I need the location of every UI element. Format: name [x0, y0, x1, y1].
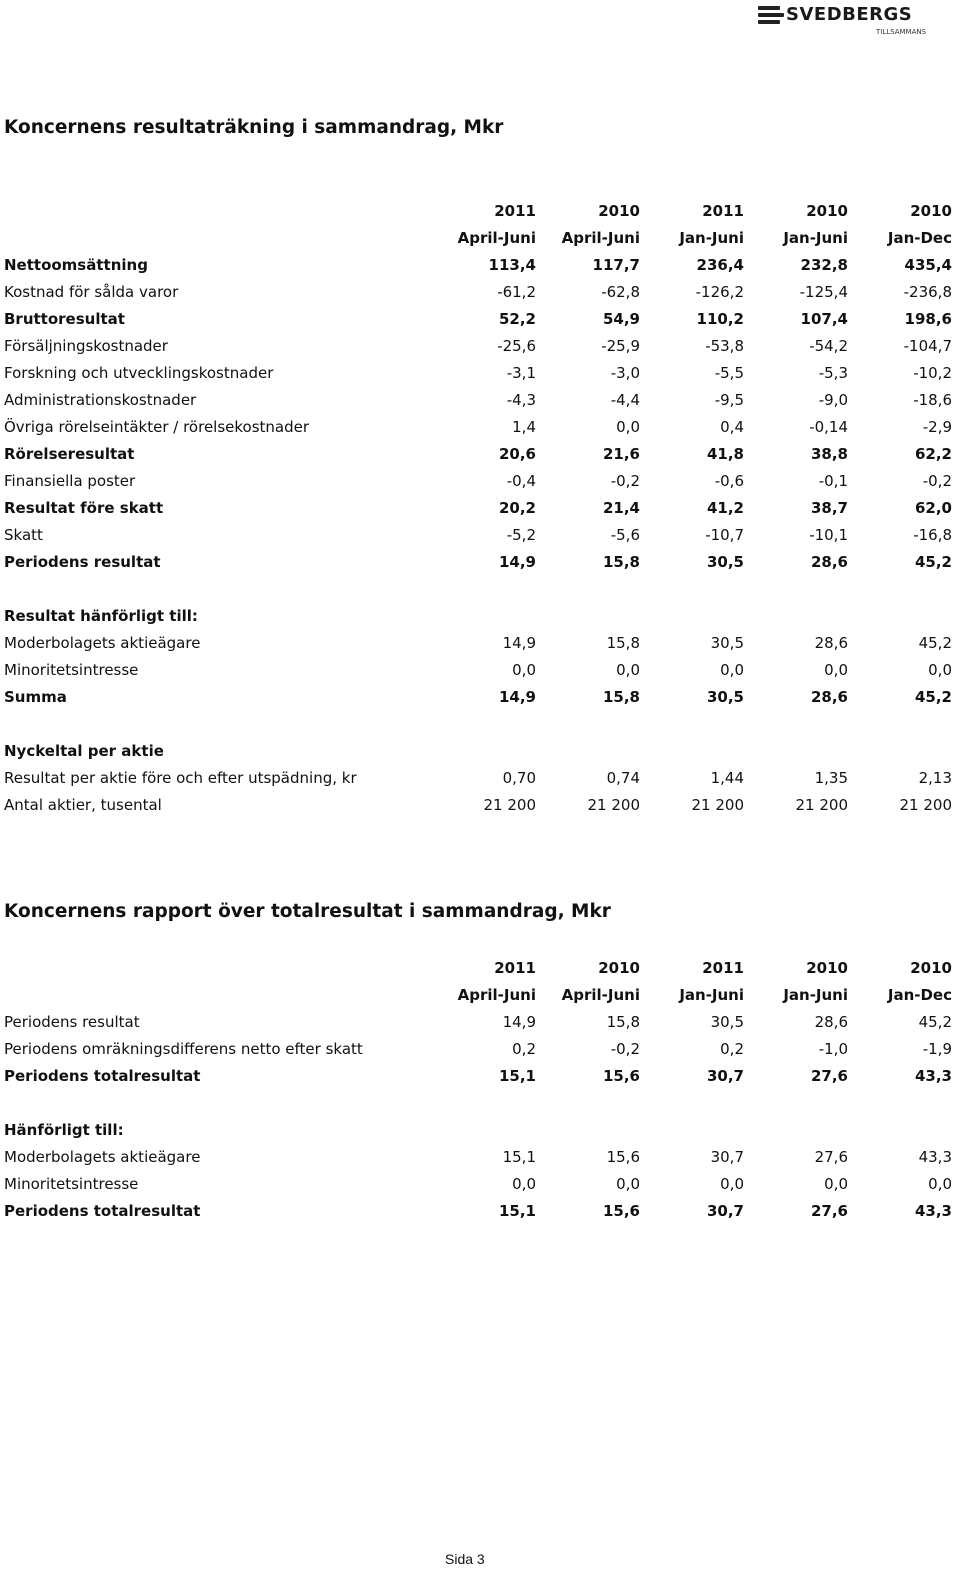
row-value: 30,5 [706, 553, 744, 571]
row-value: 30,5 [710, 1013, 744, 1031]
attribution-heading [0, 603, 952, 630]
row-value: 0,4 [720, 418, 744, 436]
row-value: 0,0 [720, 1175, 744, 1193]
logo-wordmark: SVEDBERGS [786, 4, 913, 25]
column-header: Jan-Dec [887, 229, 952, 247]
table-row [0, 387, 952, 414]
row-value: -4,3 [506, 391, 536, 409]
row-label: Forskning och utvecklingskostnader [4, 364, 274, 382]
row-value: 30,7 [706, 1067, 744, 1085]
column-header: 2010 [910, 959, 952, 977]
row-value: 0,2 [720, 1040, 744, 1058]
row-label: Bruttoresultat [4, 310, 125, 328]
spacer-cell [0, 576, 952, 603]
row-value: -16,8 [913, 526, 952, 544]
row-value: 21 200 [899, 796, 952, 814]
comprehensive-income-body [0, 955, 952, 1225]
column-header: April-Juni [457, 986, 536, 1004]
row-value: 21 200 [795, 796, 848, 814]
income-statement-title: Koncernens resultaträkning i sammandrag, Mkr [4, 117, 504, 138]
income-statement-table [0, 198, 952, 819]
table-row [0, 414, 952, 441]
row-value: -5,6 [610, 526, 640, 544]
header-label-cell [0, 198, 432, 225]
row-value: -10,7 [705, 526, 744, 544]
row-value: -2,9 [922, 418, 952, 436]
row-value: 28,6 [810, 688, 848, 706]
row-value: 21 200 [483, 796, 536, 814]
column-header: 2011 [702, 202, 744, 220]
row-value: 236,4 [696, 256, 744, 274]
row-value: -10,1 [809, 526, 848, 544]
row-value: 0,0 [512, 661, 536, 679]
row-value: -104,7 [903, 337, 952, 355]
column-header: 2011 [702, 959, 744, 977]
row-value: -0,1 [818, 472, 848, 490]
row-label: Antal aktier, tusental [4, 796, 162, 814]
row-label: Resultat före skatt [4, 499, 164, 517]
row-value: 0,0 [616, 661, 640, 679]
spacer-row [0, 576, 952, 603]
row-value: 54,9 [602, 310, 640, 328]
row-value: 14,9 [498, 553, 536, 571]
comprehensive-income-title: Koncernens rapport över totalresultat i sammandrag, Mkr [4, 901, 611, 922]
row-value: -9,5 [714, 391, 744, 409]
row-label: Administrationskostnader [4, 391, 197, 409]
row-label: Periodens resultat [4, 553, 161, 571]
row-value: -0,2 [610, 1040, 640, 1058]
column-header: 2011 [494, 202, 536, 220]
row-value: 1,44 [710, 769, 744, 787]
table-row [0, 792, 952, 819]
row-value: 27,6 [814, 1148, 848, 1166]
row-value: 62,2 [914, 445, 952, 463]
row-value: 30,5 [706, 688, 744, 706]
comprehensive-income-table [0, 955, 952, 1225]
row-label: Moderbolagets aktieägare [4, 634, 201, 652]
kpi-heading [0, 738, 952, 765]
header-label-cell [0, 225, 432, 252]
spacer-cell [0, 711, 952, 738]
row-value: 28,6 [814, 1013, 848, 1031]
row-label: Summa [4, 688, 67, 706]
table-row [0, 1144, 952, 1171]
table-row [0, 684, 952, 711]
row-value: 113,4 [488, 256, 536, 274]
row-value: -0,2 [922, 472, 952, 490]
row-value: -0,2 [610, 472, 640, 490]
row-value: 20,2 [498, 499, 536, 517]
row-value: 15,6 [606, 1148, 640, 1166]
row-value: 107,4 [800, 310, 848, 328]
logo-mark-icon [758, 6, 784, 24]
spacer-row [0, 711, 952, 738]
row-value: 0,0 [512, 1175, 536, 1193]
row-value: -5,5 [714, 364, 744, 382]
row-value: 435,4 [904, 256, 952, 274]
table-row [0, 441, 952, 468]
spacer-row [0, 1090, 952, 1117]
table-row [0, 1063, 952, 1090]
row-value: 0,0 [720, 661, 744, 679]
row-label: Nettoomsättning [4, 256, 148, 274]
row-label: Periodens resultat [4, 1013, 140, 1031]
row-value: -0,6 [714, 472, 744, 490]
row-value: -53,8 [705, 337, 744, 355]
row-value: -236,8 [903, 283, 952, 301]
page-number: Sida 3 [445, 1551, 485, 1567]
header-periods-row [0, 225, 952, 252]
row-value: -10,2 [913, 364, 952, 382]
header-label-cell [0, 955, 432, 982]
table-row [0, 1009, 952, 1036]
row-label: Kostnad för sålda varor [4, 283, 179, 301]
kpi-heading-label: Nyckeltal per aktie [4, 742, 164, 760]
column-header: 2010 [806, 202, 848, 220]
row-value: 30,7 [706, 1202, 744, 1220]
table-row [0, 1171, 952, 1198]
spacer-cell [0, 1090, 952, 1117]
table-row [0, 1198, 952, 1225]
row-label: Resultat per aktie före och efter utspädning, kr [4, 769, 357, 787]
table-row [0, 549, 952, 576]
table-row [0, 468, 952, 495]
header-years-row [0, 198, 952, 225]
row-value: 2,13 [918, 769, 952, 787]
row-value: -18,6 [913, 391, 952, 409]
row-value: 0,2 [512, 1040, 536, 1058]
row-value: 41,8 [706, 445, 744, 463]
row-label: Minoritetsintresse [4, 1175, 139, 1193]
row-value: -126,2 [695, 283, 744, 301]
column-header: April-Juni [561, 229, 640, 247]
row-value: -3,0 [610, 364, 640, 382]
row-value: -0,14 [809, 418, 848, 436]
income-statement-body [0, 198, 952, 819]
row-value: 45,2 [914, 688, 952, 706]
column-header: Jan-Juni [783, 229, 848, 247]
row-value: 15,1 [502, 1148, 536, 1166]
logo-tagline: TILLSAMMANS [876, 28, 927, 36]
row-value: -9,0 [818, 391, 848, 409]
row-value: 20,6 [498, 445, 536, 463]
row-label: Periodens totalresultat [4, 1202, 201, 1220]
row-label: Övriga rörelseintäkter / rörelsekostnader [4, 418, 310, 436]
table-row [0, 360, 952, 387]
row-value: 15,8 [602, 688, 640, 706]
row-value: 15,1 [498, 1067, 536, 1085]
table-row [0, 630, 952, 657]
row-value: 14,9 [502, 1013, 536, 1031]
row-value: 15,8 [606, 1013, 640, 1031]
row-label: Rörelseresultat [4, 445, 135, 463]
row-value: 28,6 [810, 553, 848, 571]
row-label: Skatt [4, 526, 43, 544]
row-value: 43,3 [918, 1148, 952, 1166]
column-header: April-Juni [457, 229, 536, 247]
row-label: Finansiella poster [4, 472, 136, 490]
row-value: 21 200 [691, 796, 744, 814]
row-value: 43,3 [914, 1067, 952, 1085]
row-value: -1,9 [922, 1040, 952, 1058]
row-value: 45,2 [918, 634, 952, 652]
column-header: April-Juni [561, 986, 640, 1004]
row-value: -61,2 [497, 283, 536, 301]
table-row [0, 279, 952, 306]
row-value: 15,6 [602, 1202, 640, 1220]
column-header: Jan-Juni [783, 986, 848, 1004]
row-value: 41,2 [706, 499, 744, 517]
row-value: 14,9 [498, 688, 536, 706]
column-header: 2010 [598, 202, 640, 220]
row-value: 38,7 [810, 499, 848, 517]
row-value: 0,0 [824, 661, 848, 679]
table-row [0, 495, 952, 522]
row-value: -25,6 [497, 337, 536, 355]
column-header: Jan-Juni [679, 986, 744, 1004]
row-label: Periodens totalresultat [4, 1067, 201, 1085]
row-value: -3,1 [506, 364, 536, 382]
row-value: 15,6 [602, 1067, 640, 1085]
column-header: 2010 [910, 202, 952, 220]
row-value: 38,8 [810, 445, 848, 463]
attribution-heading-label: Resultat hänförligt till: [4, 607, 198, 625]
row-label: Periodens omräkningsdifferens netto efter skatt [4, 1040, 363, 1058]
row-value: 28,6 [814, 634, 848, 652]
table-row [0, 657, 952, 684]
row-value: 15,8 [606, 634, 640, 652]
row-value: -5,2 [506, 526, 536, 544]
row-value: 110,2 [696, 310, 744, 328]
row-value: -4,4 [610, 391, 640, 409]
row-value: 52,2 [498, 310, 536, 328]
table-row [0, 1036, 952, 1063]
attribution-heading-label: Hänförligt till: [4, 1121, 124, 1139]
row-value: 232,8 [800, 256, 848, 274]
row-value: 21,6 [602, 445, 640, 463]
table-row [0, 522, 952, 549]
row-value: -1,0 [818, 1040, 848, 1058]
column-header: 2010 [598, 959, 640, 977]
row-value: 0,0 [824, 1175, 848, 1193]
header-label-cell [0, 982, 432, 1009]
row-value: -5,3 [818, 364, 848, 382]
row-value: 30,5 [710, 634, 744, 652]
row-value: -0,4 [506, 472, 536, 490]
row-value: 0,70 [502, 769, 536, 787]
row-value: 45,2 [914, 553, 952, 571]
row-label: Moderbolagets aktieägare [4, 1148, 201, 1166]
table-row [0, 333, 952, 360]
row-value: -125,4 [799, 283, 848, 301]
row-value: 15,1 [498, 1202, 536, 1220]
attribution-heading [0, 1117, 952, 1144]
row-value: 0,0 [616, 1175, 640, 1193]
row-value: 21 200 [587, 796, 640, 814]
column-header: Jan-Dec [887, 986, 952, 1004]
row-value: 27,6 [810, 1202, 848, 1220]
row-label: Försäljningskostnader [4, 337, 168, 355]
row-value: 198,6 [904, 310, 952, 328]
header-years-row [0, 955, 952, 982]
company-logo [758, 4, 956, 36]
header-periods-row [0, 982, 952, 1009]
table-row [0, 252, 952, 279]
column-header: 2010 [806, 959, 848, 977]
row-value: 45,2 [918, 1013, 952, 1031]
row-value: 117,7 [592, 256, 640, 274]
row-value: -25,9 [601, 337, 640, 355]
row-value: 15,8 [602, 553, 640, 571]
row-value: 62,0 [914, 499, 952, 517]
row-value: 0,0 [928, 661, 952, 679]
row-value: 1,4 [512, 418, 536, 436]
column-header: Jan-Juni [679, 229, 744, 247]
row-value: 0,74 [606, 769, 640, 787]
row-value: 27,6 [810, 1067, 848, 1085]
row-value: 43,3 [914, 1202, 952, 1220]
table-row [0, 306, 952, 333]
row-value: 30,7 [710, 1148, 744, 1166]
row-value: 0,0 [616, 418, 640, 436]
row-value: -54,2 [809, 337, 848, 355]
row-value: -62,8 [601, 283, 640, 301]
row-value: 1,35 [814, 769, 848, 787]
row-label: Minoritetsintresse [4, 661, 139, 679]
column-header: 2011 [494, 959, 536, 977]
row-value: 0,0 [928, 1175, 952, 1193]
row-value: 14,9 [502, 634, 536, 652]
table-row [0, 765, 952, 792]
row-value: 21,4 [602, 499, 640, 517]
